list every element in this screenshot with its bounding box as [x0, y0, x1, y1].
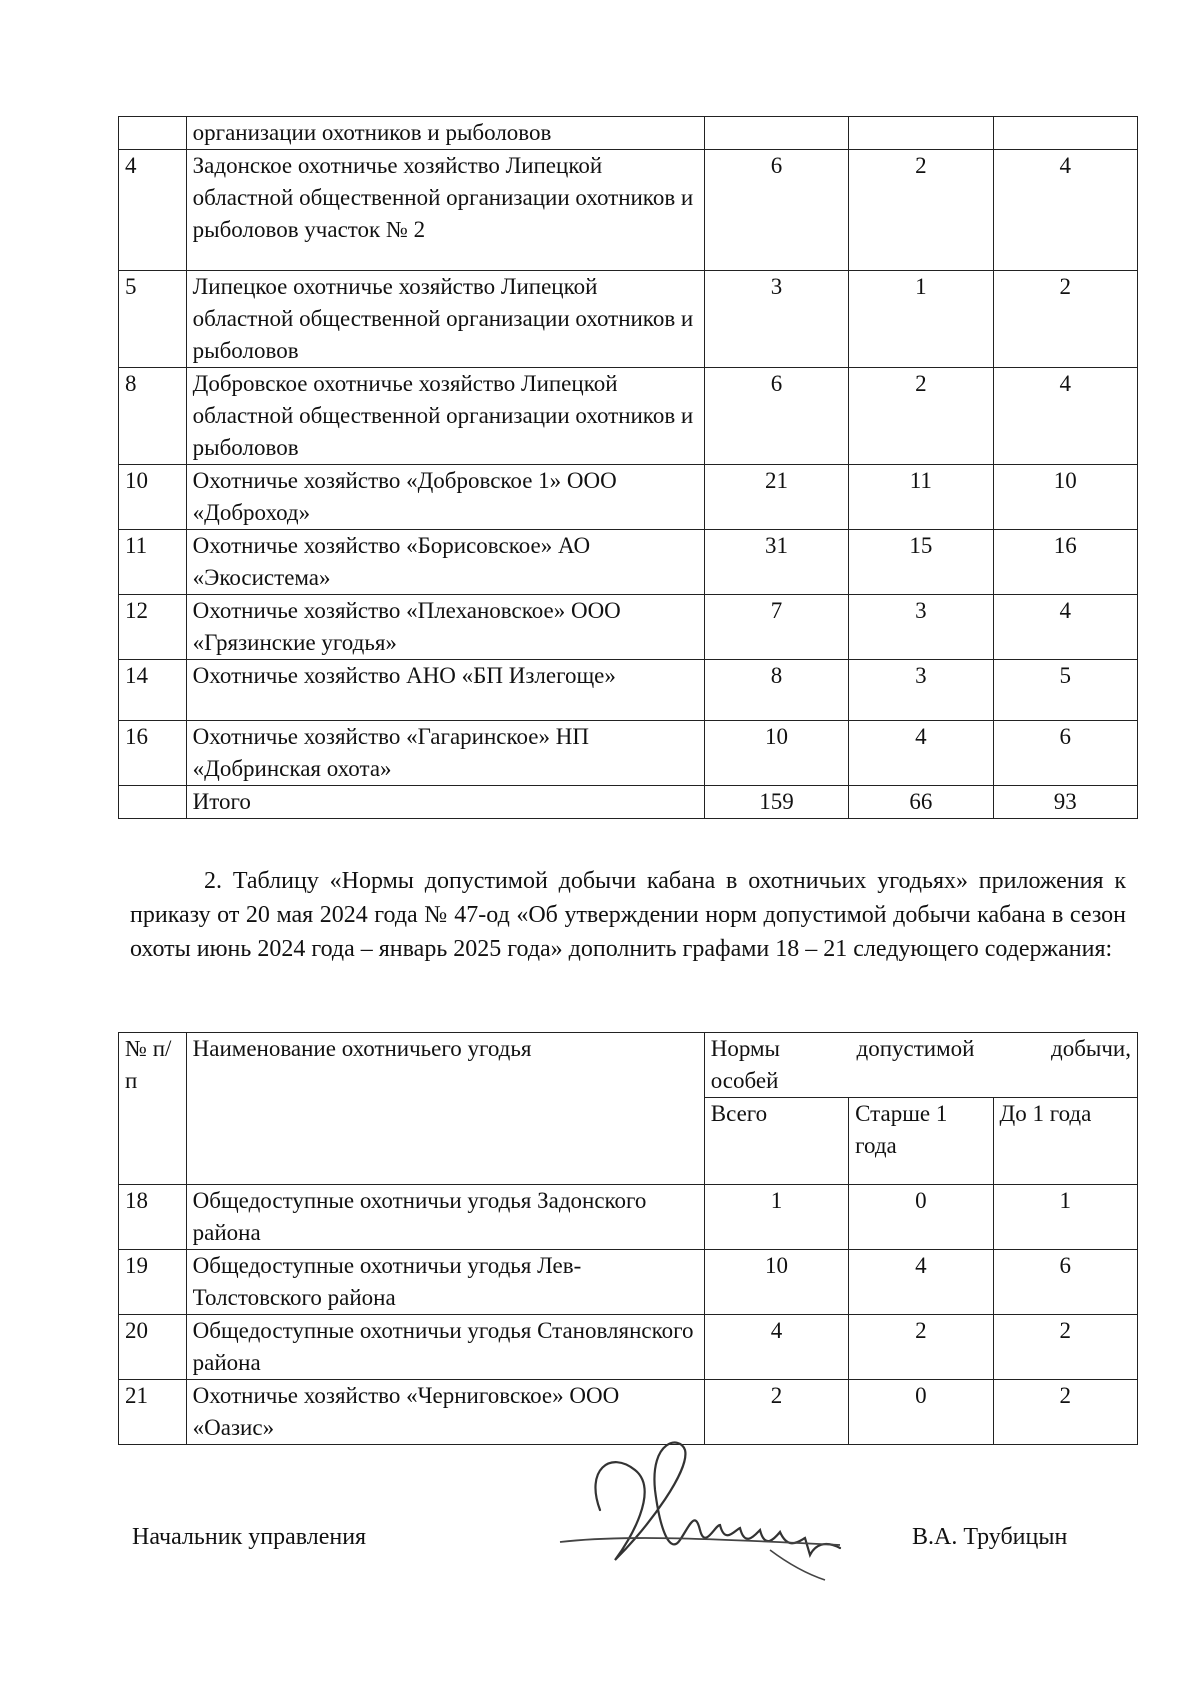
row-young-cell: 6 — [993, 721, 1137, 786]
row-older-cell: 0 — [849, 1185, 993, 1250]
handwritten-signature — [540, 1430, 880, 1600]
row-number-cell — [119, 117, 187, 150]
row-total-cell: 8 — [704, 660, 848, 721]
row-total-cell: 2 — [704, 1380, 848, 1445]
row-name-cell: Общедоступные охотничьи угодья Задонского района — [186, 1185, 704, 1250]
row-number-cell: 5 — [119, 271, 187, 368]
table-row — [119, 1185, 1138, 1250]
row-total-cell: 21 — [704, 465, 848, 530]
row-number-cell: 11 — [119, 530, 187, 595]
row-young-cell — [993, 117, 1137, 150]
header-total: Всего — [704, 1098, 848, 1185]
row-name-cell: Охотничье хозяйство «Гагаринское» НП «Добринская охота» — [186, 721, 704, 786]
row-total-cell: 10 — [704, 1250, 848, 1315]
row-total-cell: 10 — [704, 721, 848, 786]
row-older-cell: 2 — [849, 368, 993, 465]
row-name-cell: Охотничье хозяйство «Борисовское» АО «Экосистема» — [186, 530, 704, 595]
row-total-cell: 6 — [704, 368, 848, 465]
header-norms-word: добычи, — [1051, 1036, 1131, 1061]
row-older-cell: 3 — [849, 660, 993, 721]
row-name-cell: Итого — [186, 786, 704, 819]
header-norms-word: Нормы — [710, 1036, 781, 1061]
row-older-cell: 4 — [849, 721, 993, 786]
table-row — [119, 1250, 1138, 1315]
row-older-cell: 15 — [849, 530, 993, 595]
row-young-cell: 6 — [993, 1250, 1137, 1315]
row-total-cell: 4 — [704, 1315, 848, 1380]
row-young-cell: 5 — [993, 660, 1137, 721]
table-row — [119, 368, 1138, 465]
header-name: Наименование охотничьего угодья — [186, 1033, 704, 1185]
row-name-cell: Охотничье хозяйство АНО «БП Излегоще» — [186, 660, 704, 721]
signatory-name: В.А. Трубицын — [912, 1524, 1068, 1550]
row-number-cell: 16 — [119, 721, 187, 786]
row-name-cell: Охотничье хозяйство «Черниговское» ООО «Оазис» — [186, 1380, 704, 1445]
row-young-cell: 93 — [993, 786, 1137, 819]
table-row — [119, 786, 1138, 819]
table-row — [119, 1315, 1138, 1380]
row-older-cell: 2 — [849, 1315, 993, 1380]
row-older-cell: 1 — [849, 271, 993, 368]
table-row — [119, 595, 1138, 660]
hunting-quota-table-additions — [118, 1032, 1138, 1445]
table-header-row — [119, 1033, 1138, 1098]
row-young-cell: 16 — [993, 530, 1137, 595]
row-total-cell: 159 — [704, 786, 848, 819]
amendment-paragraph: 2. Таблицу «Нормы допустимой добычи кабана в охотничьих угодьях» приложения к приказу от 20 мая 2024 года № 47-од «Об утверждении норм допустимой добычи кабана в сезон охоты июнь 2024 года – январь 2025 года» дополнить графами 18 – 21 следующего содержания: — [130, 868, 1126, 962]
header-number: № п/п — [119, 1033, 187, 1185]
row-total-cell: 6 — [704, 150, 848, 271]
row-young-cell: 2 — [993, 1380, 1137, 1445]
table-row — [119, 465, 1138, 530]
row-number-cell: 19 — [119, 1250, 187, 1315]
hunting-quota-table-continued — [118, 116, 1138, 819]
row-number-cell: 20 — [119, 1315, 187, 1380]
table-row — [119, 530, 1138, 595]
header-young: До 1 года — [993, 1098, 1137, 1185]
row-young-cell: 1 — [993, 1185, 1137, 1250]
row-name-cell: Охотничье хозяйство «Плехановское» ООО «Грязинские угодья» — [186, 595, 704, 660]
row-older-cell: 66 — [849, 786, 993, 819]
row-total-cell: 31 — [704, 530, 848, 595]
row-young-cell: 4 — [993, 368, 1137, 465]
header-norms-tail: особей — [710, 1068, 779, 1093]
row-name-cell: организации охотников и рыболовов — [186, 117, 704, 150]
header-older: Старше 1 года — [849, 1098, 993, 1185]
row-young-cell: 4 — [993, 595, 1137, 660]
row-name-cell: Охотничье хозяйство «Добровское 1» ООО «Доброход» — [186, 465, 704, 530]
row-young-cell: 2 — [993, 1315, 1137, 1380]
row-older-cell: 3 — [849, 595, 993, 660]
row-young-cell: 10 — [993, 465, 1137, 530]
row-older-cell — [849, 117, 993, 150]
row-number-cell: 18 — [119, 1185, 187, 1250]
row-number-cell — [119, 786, 187, 819]
row-number-cell: 12 — [119, 595, 187, 660]
header-norms — [704, 1033, 1137, 1098]
table-row — [119, 117, 1138, 150]
row-number-cell: 14 — [119, 660, 187, 721]
row-young-cell: 2 — [993, 271, 1137, 368]
table-row — [119, 150, 1138, 271]
row-name-cell: Добровское охотничье хозяйство Липецкой областной общественной организации охотников и рыболовов — [186, 368, 704, 465]
signatory-position: Начальник управления — [132, 1524, 367, 1550]
row-number-cell: 10 — [119, 465, 187, 530]
row-name-cell: Липецкое охотничье хозяйство Липецкой областной общественной организации охотников и рыболовов — [186, 271, 704, 368]
row-young-cell: 4 — [993, 150, 1137, 271]
row-older-cell: 0 — [849, 1380, 993, 1445]
table-row — [119, 721, 1138, 786]
table-row — [119, 271, 1138, 368]
row-total-cell: 3 — [704, 271, 848, 368]
row-older-cell: 2 — [849, 150, 993, 271]
row-total-cell: 7 — [704, 595, 848, 660]
row-name-cell: Задонское охотничье хозяйство Липецкой областной общественной организации охотников и рыболовов участок № 2 — [186, 150, 704, 271]
row-number-cell: 21 — [119, 1380, 187, 1445]
row-name-cell: Общедоступные охотничьи угодья Становлянского района — [186, 1315, 704, 1380]
row-older-cell: 4 — [849, 1250, 993, 1315]
row-name-cell: Общедоступные охотничьи угодья Лев-Толстовского района — [186, 1250, 704, 1315]
header-norms-word: допустимой — [856, 1036, 975, 1061]
row-total-cell — [704, 117, 848, 150]
row-number-cell: 4 — [119, 150, 187, 271]
row-number-cell: 8 — [119, 368, 187, 465]
row-older-cell: 11 — [849, 465, 993, 530]
table-row — [119, 660, 1138, 721]
row-total-cell: 1 — [704, 1185, 848, 1250]
